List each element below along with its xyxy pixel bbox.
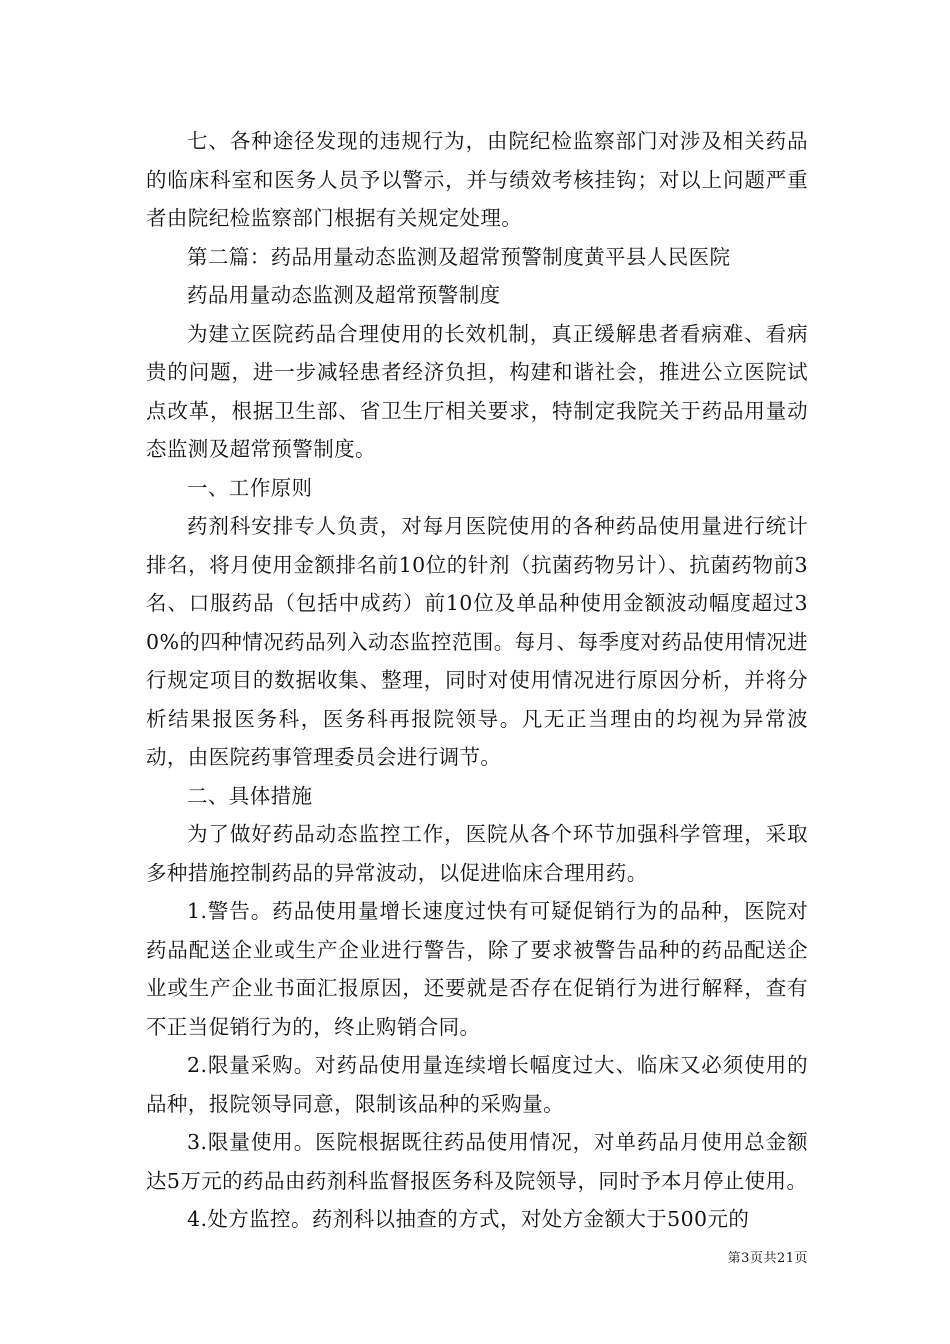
list-item-warning: 1.警告。药品使用量增长速度过快有可疑促销行为的品种，医院对药品配送企业或生产企业进行警告，除了要求被警告品种的药品配送企业或生产企业书面汇报原因，还要就是否存在促销行为进行解释，查有不正当促销行为的，终止购销合同。	[146, 899, 808, 1039]
paragraph-introduction: 为建立医院药品合理使用的长效机制，真正缓解患者看病难、看病贵的问题，进一步减轻患者经济负担，构建和谐社会，推进公立医院试点改革，根据卫生部、省卫生厅相关要求，特制定我院关于药品用量动态监测及超常预警制度。	[146, 321, 808, 461]
list-item-prescription-monitoring: 4.处方监控。药剂科以抽查的方式，对处方金额大于500元的	[187, 1207, 750, 1231]
paragraph-measures-intro: 为了做好药品动态监控工作，医院从各个环节加强科学管理，采取多种措施控制药品的异常波动，以促进临床合理用药。	[146, 822, 808, 885]
document-body	[146, 122, 808, 1239]
page-number-footer: 第3页共21页	[727, 1251, 808, 1266]
list-item-limited-use: 3.限量使用。医院根据既往药品使用情况，对单药品月使用总金额达5万元的药品由药剂科监督报医务科及院领导，同时予本月停止使用。	[146, 1130, 808, 1193]
paragraph-violation-handling: 七、各种途径发现的违规行为，由院纪检监察部门对涉及相关药品的临床科室和医务人员予以警示，并与绩效考核挂钩；对以上问题严重者由院纪检监察部门根据有关规定处理。	[146, 129, 808, 230]
section-heading-work-principles: 一、工作原则	[187, 475, 313, 500]
list-item-limited-purchase: 2.限量采购。对药品使用量连续增长幅度过大、临床又必须使用的品种，报院领导同意，限制该品种的采购量。	[146, 1053, 808, 1116]
paragraph-work-principles: 药剂科安排专人负责，对每月医院使用的各种药品使用量进行统计排名，将月使用金额排名前10位的针剂（抗菌药物另计）、抗菌药物前3名、口服药品（包括中成药）前10位及单品种使用金额波动幅度超过30%的四种情况药品列入动态监控范围。每月、每季度对药品使用情况进行规定项目的数据收集、整理，同时对使用情况进行原因分析，并将分析结果报医务科，医务科再报院领导。凡无正当理由的均视为异常波动，由医院药事管理委员会进行调节。	[146, 514, 808, 769]
document-title: 药品用量动态监测及超常预警制度	[187, 283, 501, 307]
section-heading-specific-measures: 二、具体措施	[187, 783, 313, 808]
chapter-heading: 第二篇：药品用量动态监测及超常预警制度黄平县人民医院	[187, 244, 731, 269]
